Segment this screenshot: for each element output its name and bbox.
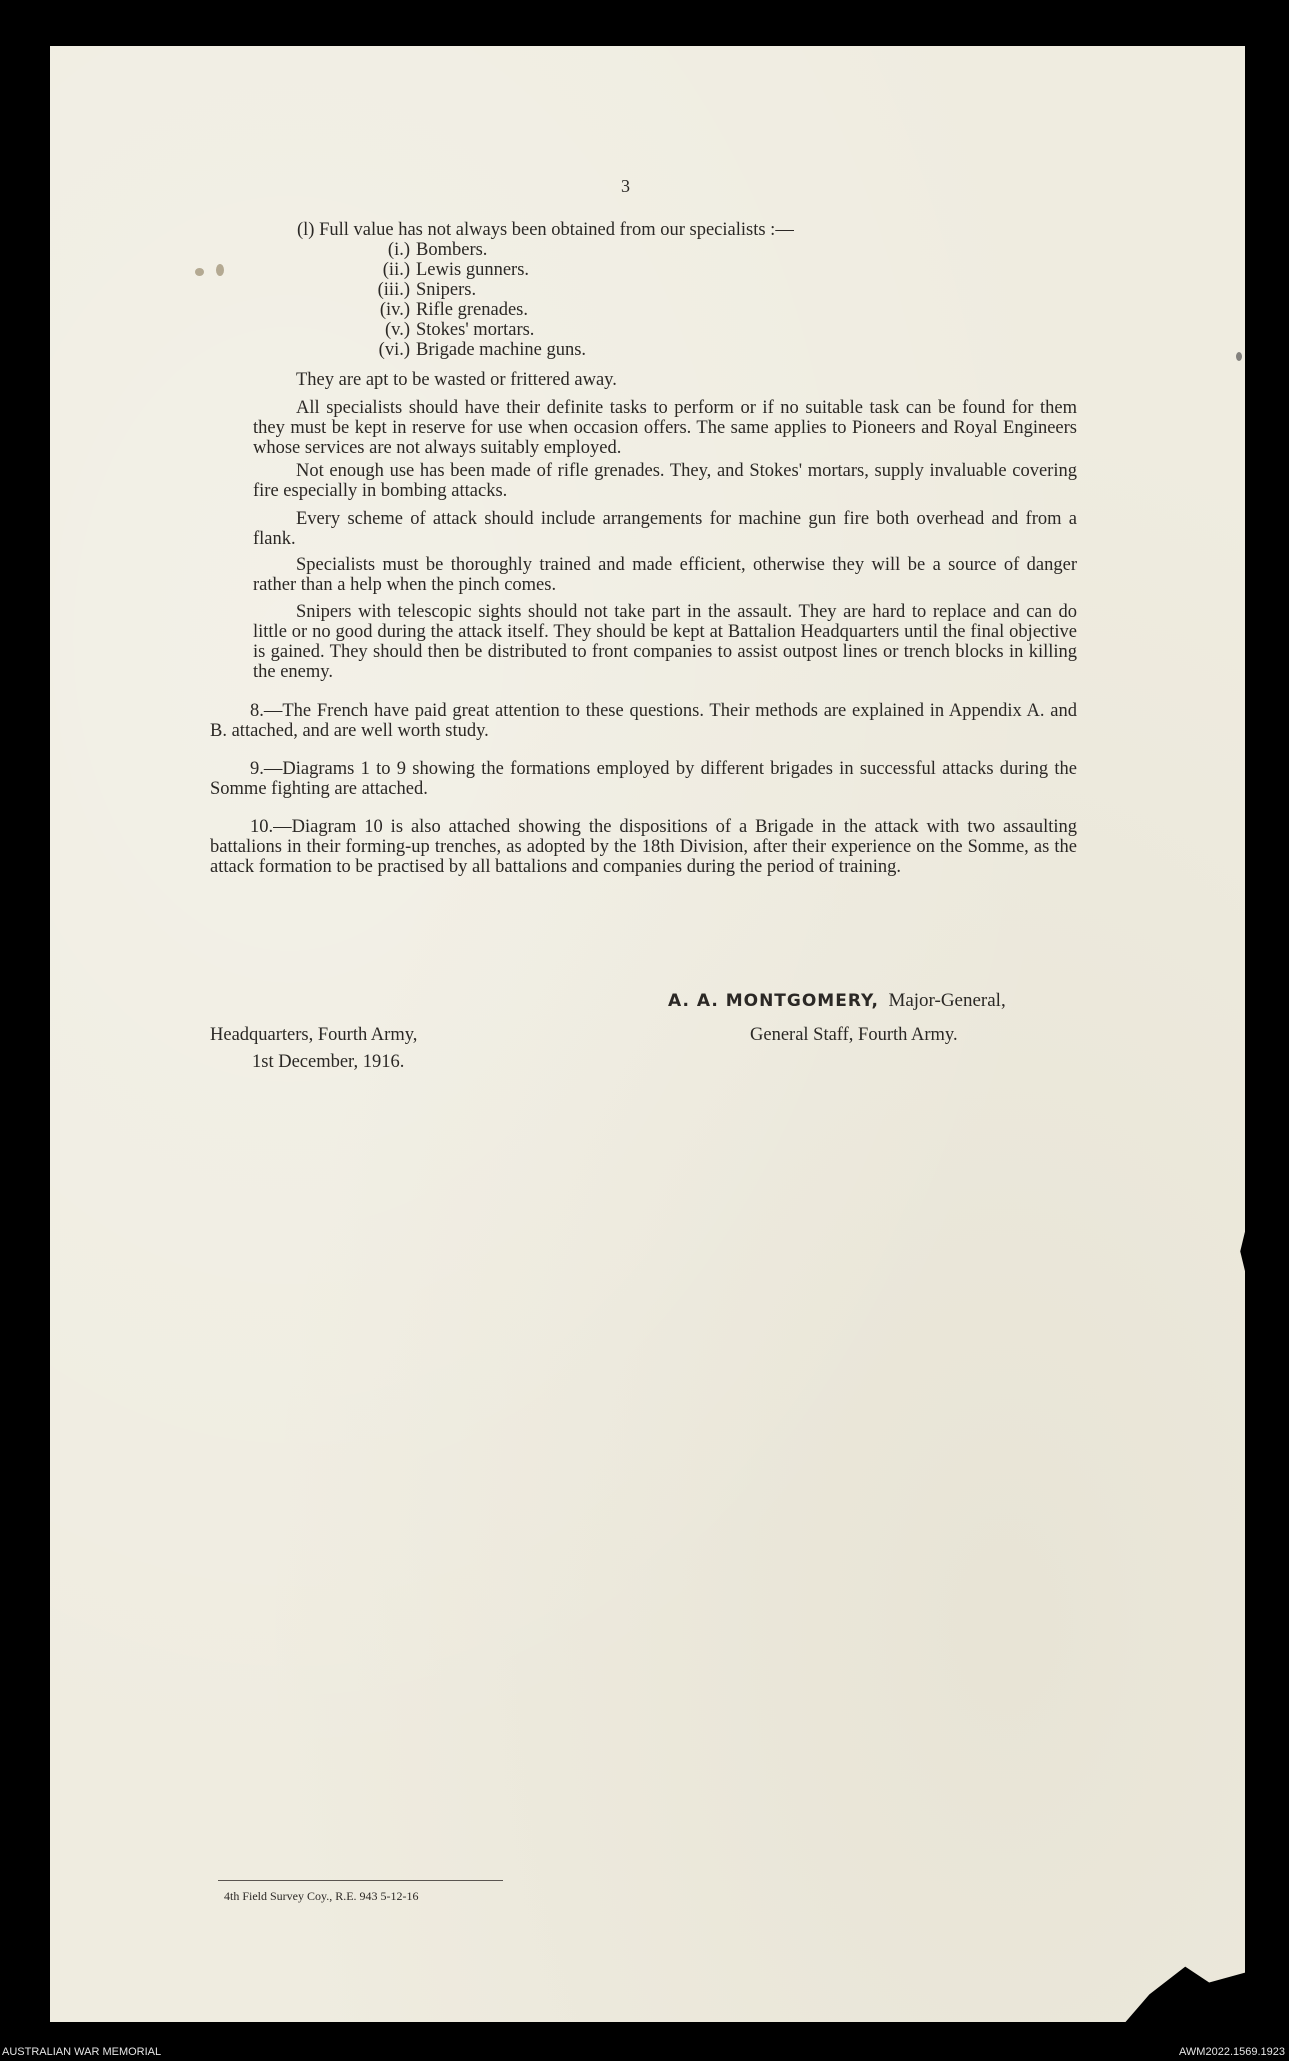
signatory-name: A. A. MONTGOMERY, [668,991,879,1011]
list-item: (v.) Stokes' mortars. [385,320,535,340]
section-l-intro: (l) Full value has not always been obtained from our specialists :— [297,220,794,240]
signatory-staff: General Staff, Fourth Army. [750,1025,958,1045]
list-item: (vi.) Brigade machine guns. [378,340,587,360]
numbered-paragraph-10: 10.—Diagram 10 is also attached showing the dispositions of a Brigade in the attack with two assaulting battalions in their forming-up trenches, as adopted by the 18th Division, after their experience on the Somme, as the attack formation to be practised by all battalions and companies during the period of training. [210,817,1077,877]
list-item: (iii.) Snipers. [377,280,477,300]
stain-mark [216,264,224,276]
paragraph: Not enough use has been made of rifle grenades. They, and Stokes' mortars, supply invaluable covering fire especially in bombing attacks. [253,461,1077,501]
stain-mark [1236,352,1242,361]
numbered-paragraph-9: 9.—Diagrams 1 to 9 showing the formations employed by different brigades in successful attacks during the Somme fighting are attached. [210,759,1077,799]
signature-line [668,991,1006,1011]
numbered-paragraph-8: 8.—The French have paid great attention to these questions. Their methods are explained in Appendix A. and B. attached, and are well worth study. [210,701,1077,741]
printer-imprint: 4th Field Survey Coy., R.E. 943 5-12-16 [224,1889,419,1903]
list-item: (ii.) Lewis gunners. [382,260,530,280]
origin-date: 1st December, 1916. [252,1052,405,1072]
paragraph: Snipers with telescopic sights should not take part in the assault. They are hard to replace and can do little or no good during the attack itself. They should be kept at Battalion Headquarters until the final objective is gained. They should then be distributed to front companies to assist outpost lines or trench blocks in killing the enemy. [253,602,1077,682]
paragraph: Every scheme of attack should include arrangements for machine gun fire both overhead and from a flank. [253,509,1077,549]
page-number: 3 [621,176,630,196]
paragraph: Specialists must be thoroughly trained and made efficient, otherwise they will be a source of danger rather than a help when the pinch comes. [253,555,1077,595]
archive-id: AWM2022.1569.1923 [1179,2046,1285,2058]
imprint-rule [218,1880,503,1881]
stain-mark [195,268,204,276]
signatory-rank: Major-General, [888,990,1006,1011]
origin-place: Headquarters, Fourth Army, [210,1025,418,1045]
archive-label: AUSTRALIAN WAR MEMORIAL [2,2046,162,2058]
paragraph: All specialists should have their definite tasks to perform or if no suitable task can be found for them they must be kept in reserve for use when occasion offers. The same applies to Pioneers and Royal Engineers whose services are not always suitably employed. [253,398,1077,458]
list-item: (iv.) Rifle grenades. [379,300,528,320]
list-item: (i.) Bombers. [387,240,488,260]
paragraph: They are apt to be wasted or frittered away. [296,370,617,390]
